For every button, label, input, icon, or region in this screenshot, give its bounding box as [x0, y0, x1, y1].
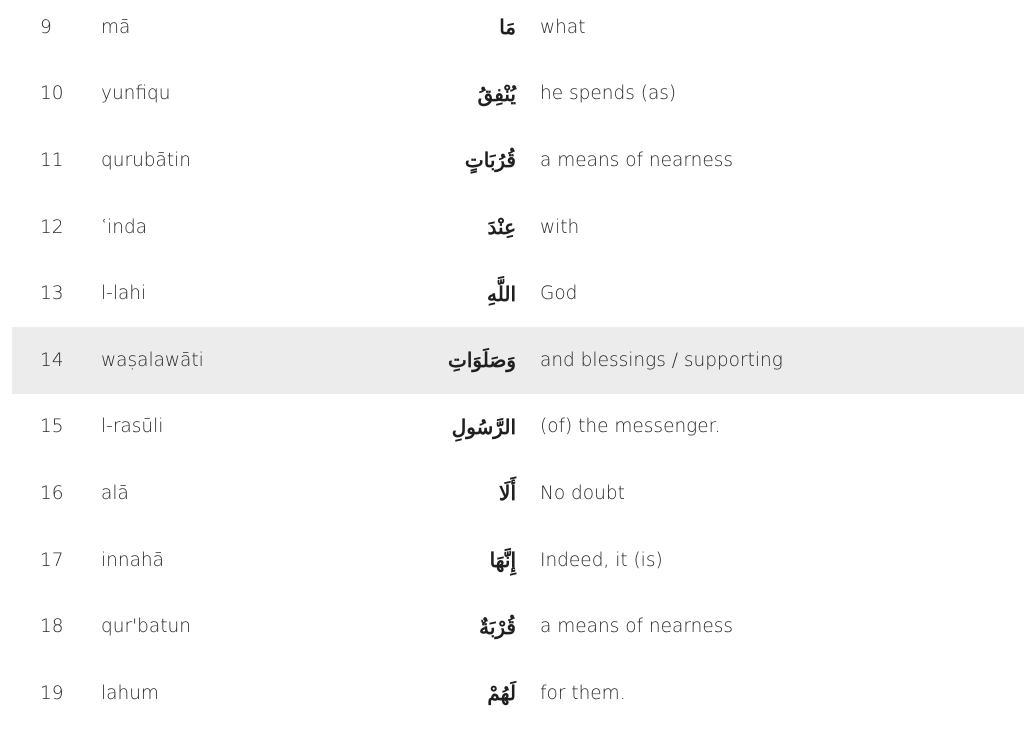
word-number: 12	[40, 216, 64, 238]
word-number: 19	[40, 682, 64, 704]
word-number: 11	[40, 149, 64, 171]
word-translation: God	[540, 283, 578, 305]
word-translation: a means of nearness	[540, 616, 734, 638]
word-translation: a means of nearness	[540, 149, 734, 171]
word-arabic: الرَّسُولِ	[451, 414, 516, 439]
word-transliteration: yunfiqu	[101, 83, 171, 105]
word-arabic: أَلَا	[499, 481, 516, 506]
word-row[interactable]	[12, 127, 1024, 194]
word-arabic: لَهُمْ	[487, 681, 516, 706]
word-row[interactable]	[12, 394, 1024, 461]
word-row[interactable]	[12, 260, 1024, 327]
word-row-highlighted[interactable]	[12, 327, 1024, 394]
word-arabic: إِنَّهَا	[489, 548, 516, 573]
word-transliteration: mā	[101, 16, 131, 38]
word-transliteration: innahā	[101, 549, 164, 571]
word-transliteration: qurubātin	[101, 149, 191, 171]
word-transliteration: l-rasūli	[101, 416, 164, 438]
word-arabic: اللَّهِ	[487, 281, 516, 306]
word-number: 10	[40, 83, 64, 105]
word-row[interactable]	[12, 61, 1024, 128]
word-transliteration: alā	[101, 482, 129, 504]
word-transliteration: waṣalawāti	[101, 349, 204, 371]
word-translation: for them.	[540, 682, 626, 704]
word-row[interactable]	[12, 0, 1024, 61]
word-translation: with	[540, 216, 580, 238]
word-number: 14	[40, 349, 64, 371]
word-row[interactable]	[12, 527, 1024, 594]
word-arabic: قُرُبَاتٍ	[464, 148, 516, 173]
word-by-word-table	[12, 0, 1024, 727]
word-transliteration: ʿinda	[101, 217, 148, 239]
word-number: 9	[40, 16, 52, 38]
word-translation: Indeed, it (is)	[540, 549, 663, 571]
word-number: 15	[40, 416, 64, 438]
word-translation: No doubt	[540, 482, 625, 504]
word-translation: (of) the messenger.	[540, 416, 721, 438]
word-row[interactable]	[12, 460, 1024, 527]
word-transliteration: qur'batun	[101, 616, 191, 638]
word-arabic: قُرْبَةٌ	[479, 614, 516, 639]
word-translation: what	[540, 16, 586, 38]
word-arabic: عِنْدَ	[487, 215, 516, 240]
word-row[interactable]	[12, 660, 1024, 727]
word-row[interactable]	[12, 194, 1024, 261]
word-transliteration: l-lahi	[101, 283, 147, 305]
word-number: 17	[40, 549, 64, 571]
word-number: 16	[40, 482, 64, 504]
word-arabic: مَا	[499, 15, 516, 40]
word-translation: and blessings / supporting	[540, 349, 783, 371]
word-transliteration: lahum	[101, 682, 159, 704]
word-arabic: وَصَلَوَاتِ	[448, 348, 516, 373]
word-number: 18	[40, 616, 64, 638]
word-translation: he spends (as)	[540, 83, 677, 105]
word-arabic: يُنْفِقُ	[477, 81, 516, 106]
word-number: 13	[40, 283, 64, 305]
word-row[interactable]	[12, 593, 1024, 660]
